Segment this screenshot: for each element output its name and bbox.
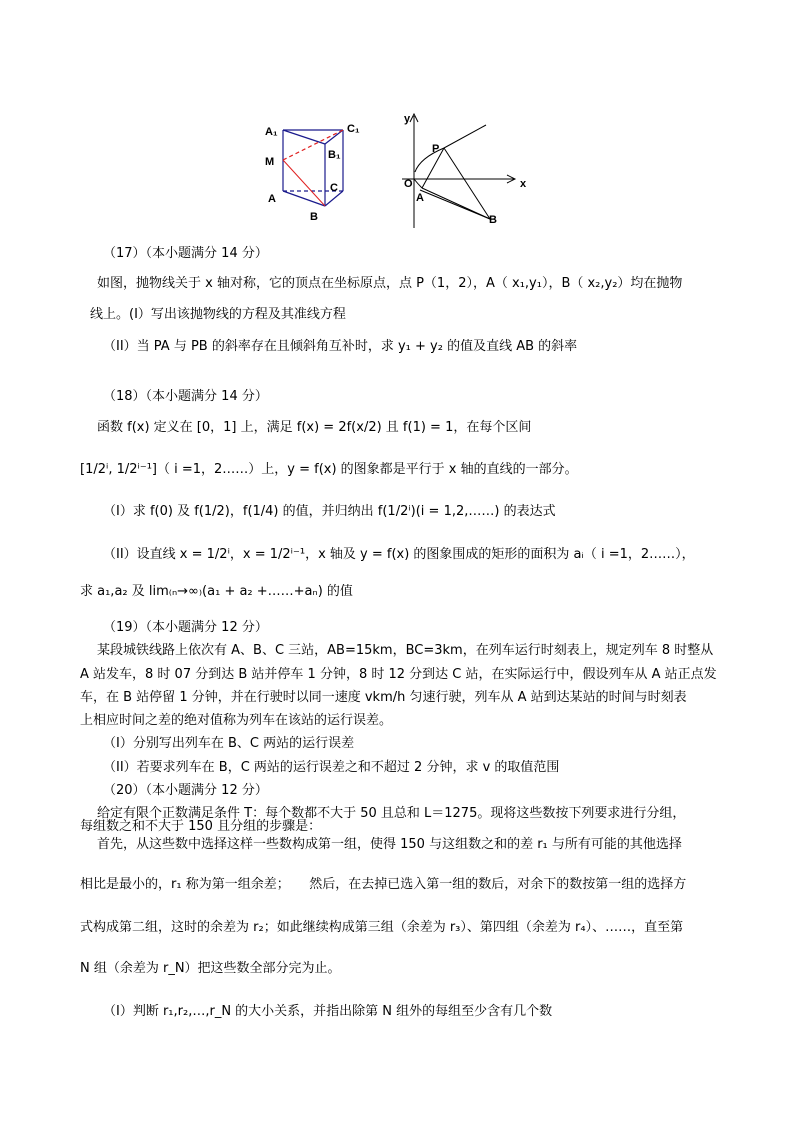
q20-line5: 式构成第二组，这时的余差为 r₂；如此继续构成第三组（余差为 r₃）、第四组（余差为 r₄）、……，直至第 [80,920,684,935]
prism-label-b: B [310,211,318,223]
prism-label-a: A [268,193,276,205]
q20-line3: 首先，从这些数中选择这样一些数构成第一组，使得 150 与这组数之和的差 r₁ 与所有可能的其他选择 [97,837,682,852]
q19-line3: 车，在 B 站停留 1 分钟，并在行驶时以同一速度 vkm/h 匀速行驶，列车从 A 站到达某站的时间与时刻表 [80,690,687,705]
axis-label-x: x [520,178,527,190]
q19-line2: A 站发车，8 时 07 分到达 B 站并停车 1 分钟，8 时 12 分到达 C 站，在实际运行中，假设列车从 A 站正点发 [80,667,717,682]
q18-line1: 函数 f(x) 定义在 [0，1] 上，满足 f(x) = 2f(x/2) 且 f(1) = 1，在每个区间 [97,420,532,435]
point-label-a: A [416,192,424,204]
prism-figure [255,115,375,230]
q20-header: （20）（本小题满分 12 分） [103,783,268,798]
prism-label-c1: C₁ [347,123,360,135]
q20-line2: 每组数之和不大于 150 且分组的步骤是： [80,819,322,834]
parabola-figure [390,108,540,233]
origin-label-o: O [404,178,413,190]
prism-label-c: C [330,182,338,194]
q19-line4: 上相应时间之差的绝对值称为列车在该站的运行误差。 [80,713,393,728]
q19-line6: （II）若要求列车在 B，C 两站的运行误差之和不超过 2 分钟，求 v 的取值范围 [103,760,560,775]
point-label-b: B [489,214,497,226]
prism-label-b1: B₁ [328,149,341,161]
q19-header: （19）（本小题满分 12 分） [103,620,268,635]
q18-line4: （II）设直线 x = 1/2ⁱ，x = 1/2ⁱ⁻¹，x 轴及 y = f(x) 的图象围成的矩形的面积为 aᵢ（ i =1，2……）， [103,547,695,562]
q17-line2: 线上。(I）写出该抛物线的方程及其准线方程 [90,307,346,322]
prism-label-a1: A₁ [265,126,278,138]
q18-line5: 求 a₁,a₂ 及 lim₍ₙ→∞₎(a₁ + a₂ +……+aₙ) 的值 [80,584,353,599]
axis-label-y: y [404,113,411,125]
q17-line1: 如图，抛物线关于 x 轴对称，它的顶点在坐标原点，点 P（1，2），A（ x₁,y₁），B（ x₂,y₂）均在抛物 [97,276,683,291]
prism-label-m: M [265,156,275,168]
point-label-p: P [432,143,440,155]
q17-header: （17）（本小题满分 14 分） [103,246,268,261]
q18-line3: （I）求 f(0) 及 f(1/2)，f(1/4) 的值，并归纳出 f(1/2ⁱ)(i = 1,2,……) 的表达式 [103,504,556,519]
q20-line4: 相比是最小的，r₁ 称为第一组余差； 然后，在去掉已选入第一组的数后，对余下的数按第一组的选择方 [80,877,687,892]
q18-header: （18）（本小题满分 14 分） [103,389,268,404]
q20-line6: N 组（余差为 r_N）把这些数全部分完为止。 [80,961,341,976]
q17-line3: （II）当 PA 与 PB 的斜率存在且倾斜角互补时，求 y₁ + y₂ 的值及直线 AB 的斜率 [103,339,578,354]
q19-line1: 某段城铁线路上依次有 A、B、C 三站，AB=15km，BC=3km，在列车运行时刻表上，规定列车 8 时整从 [97,643,714,658]
q18-line2: [1/2ⁱ, 1/2ⁱ⁻¹]（ i =1，2……）上，y = f(x) 的图象都是平行于 x 轴的直线的一部分。 [80,462,578,477]
q19-line5: （I）分别写出列车在 B、C 两站的运行误差 [103,736,355,751]
q20-line7: （I）判断 r₁,r₂,…,r_N 的大小关系，并指出除第 N 组外的每组至少含有几个数 [103,1004,553,1019]
q20-line1: 给定有限个正数满足条件 T：每个数都不大于 50 且总和 L＝1275。现将这些数按下列要求进行分组， [97,806,686,821]
